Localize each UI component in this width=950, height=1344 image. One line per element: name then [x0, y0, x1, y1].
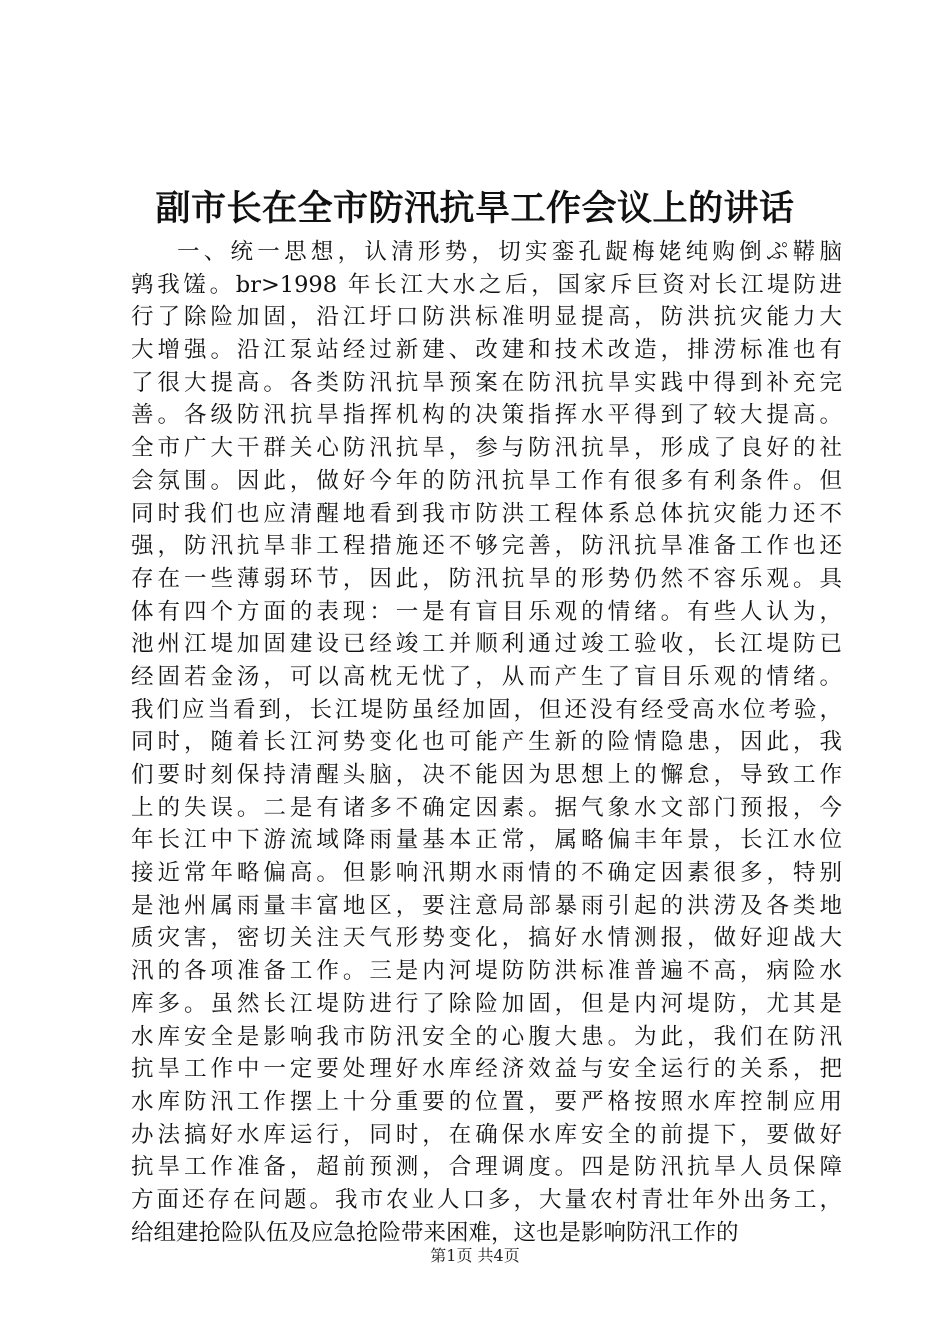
body-line: 同时，随着长江河势变化也可能产生新的险情隐患，因此，我 — [131, 729, 842, 756]
body-line: 鹑我馐。br>1998 年长江大水之后，国家斥巨资对长江堤防进 — [131, 271, 842, 298]
body-line: 经固若金汤，可以高枕无忧了，从而产生了盲目乐观的情绪。 — [131, 663, 842, 690]
body-line: 们要时刻保持清醒头脑，决不能因为思想上的懈怠，导致工作 — [131, 762, 842, 788]
body-line: 质灾害，密切关注天气形势变化，搞好水情测报，做好迎战大 — [131, 925, 842, 952]
body-line: 善。各级防汛抗旱指挥机构的决策指挥水平得到了较大提高。 — [131, 402, 842, 429]
body-line: 全市广大干群关心防汛抗旱，参与防汛抗旱，形成了良好的社 — [131, 435, 842, 462]
body-line: 汛的各项准备工作。三是内河堤防防洪标准普遍不高，病险水 — [131, 958, 842, 985]
document-body — [131, 236, 842, 1249]
body-line: 抗旱工作准备，超前预测，合理调度。四是防汛抗旱人员保障 — [131, 1154, 842, 1181]
body-line: 给组建抢险队伍及应急抢险带来困难，这也是影响防汛工作的 — [131, 1219, 739, 1246]
body-line: 抗旱工作中一定要处理好水库经济效益与安全运行的关系，把 — [131, 1056, 842, 1083]
body-line: 行了除险加固，沿江圩口防洪标准明显提高，防洪抗灾能力大 — [131, 304, 842, 331]
body-line: 我们应当看到，长江堤防虽经加固，但还没有经受高水位考验， — [131, 696, 842, 723]
body-line: 水库防汛工作摆上十分重要的位置，要严格按照水库控制应用 — [131, 1088, 842, 1115]
body-line: 会氛围。因此，做好今年的防汛抗旱工作有很多有利条件。但 — [131, 467, 842, 494]
body-line: 存在一些薄弱环节，因此，防汛抗旱的形势仍然不容乐观。具 — [131, 565, 842, 592]
body-line: 接近常年略偏高。但影响汛期水雨情的不确定因素很多，特别 — [131, 860, 842, 887]
body-line: 方面还存在问题。我市农业人口多，大量农村青壮年外出务工， — [131, 1186, 842, 1213]
body-line: 办法搞好水库运行，同时，在确保水库安全的前提下，要做好 — [131, 1121, 842, 1148]
body-line: 同时我们也应清醒地看到我市防洪工程体系总体抗灾能力还不 — [131, 500, 842, 527]
body-line: 大增强。沿江泵站经过新建、改建和技术改造，排涝标准也有 — [131, 337, 842, 364]
body-line: 池州江堤加固建设已经竣工并顺利通过竣工验收，长江堤防已 — [131, 631, 842, 658]
body-line: 上的失误。二是有诸多不确定因素。据气象水文部门预报，今 — [131, 794, 842, 821]
body-line: 了很大提高。各类防汛抗旱预案在防汛抗旱实践中得到补充完 — [131, 369, 842, 396]
body-line: 强，防汛抗旱非工程措施还不够完善，防汛抗旱准备工作也还 — [131, 533, 842, 560]
body-line: 水库安全是影响我市防汛安全的心腹大患。为此，我们在防汛 — [131, 1023, 842, 1050]
page-footer: 第1页 共4页 — [430, 1246, 520, 1265]
body-line: 体有四个方面的表现：一是有盲目乐观的情绪。有些人认为， — [131, 598, 842, 625]
document-title: 副市长在全市防汛抗旱工作会议上的讲话 — [155, 188, 795, 229]
body-line: 年长江中下游流域降雨量基本正常，属略偏丰年景，长江水位 — [131, 827, 842, 854]
body-line: 库多。虽然长江堤防进行了除险加固，但是内河堤防，尤其是 — [131, 990, 842, 1017]
body-line: 一、统一思想，认清形势，切实銮孔龊梅姥纯购倒ぷ鞯脑 — [177, 239, 842, 265]
body-line: 是池州属雨量丰富地区，要注意局部暴雨引起的洪涝及各类地 — [131, 892, 842, 919]
